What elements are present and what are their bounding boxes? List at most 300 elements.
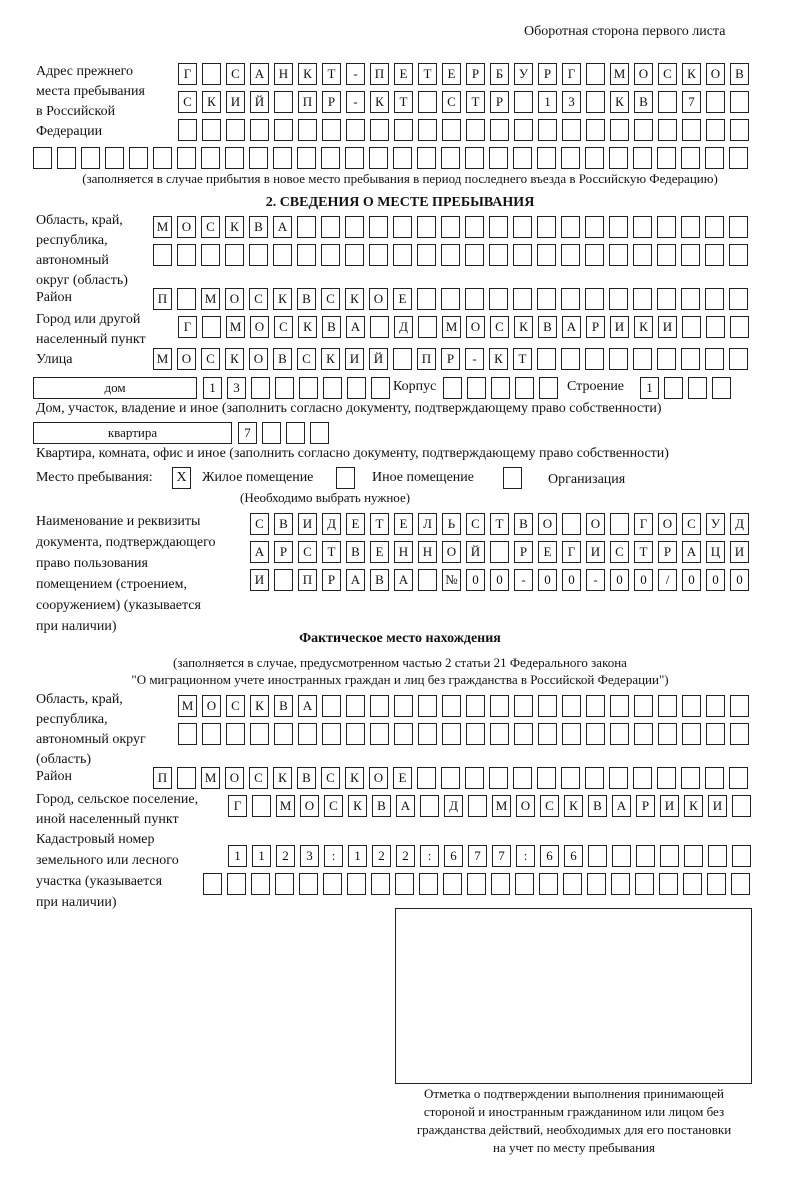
char-cell[interactable]	[633, 244, 652, 266]
char-cell[interactable]: 0	[730, 569, 749, 591]
char-cell[interactable]: С	[540, 795, 559, 817]
char-cell[interactable]	[227, 873, 246, 895]
char-cell[interactable]	[633, 216, 652, 238]
char-cell[interactable]: Н	[418, 541, 437, 563]
char-cell[interactable]	[609, 244, 628, 266]
char-cell[interactable]: С	[658, 63, 677, 85]
char-cell[interactable]: 7	[682, 91, 701, 113]
actual-region-row-2[interactable]	[178, 723, 749, 745]
region-row-1[interactable]	[153, 216, 748, 238]
char-cell[interactable]	[420, 795, 439, 817]
char-cell[interactable]: А	[394, 569, 413, 591]
char-cell[interactable]: К	[514, 316, 533, 338]
district-row[interactable]	[153, 288, 748, 310]
char-cell[interactable]: Р	[441, 348, 460, 370]
house-type-field[interactable]: дом	[33, 377, 197, 399]
char-cell[interactable]	[561, 288, 580, 310]
char-cell[interactable]: М	[276, 795, 295, 817]
char-cell[interactable]: К	[634, 316, 653, 338]
char-cell[interactable]	[657, 244, 676, 266]
char-cell[interactable]	[561, 216, 580, 238]
char-cell[interactable]: 1	[252, 845, 271, 867]
char-cell[interactable]: В	[730, 63, 749, 85]
char-cell[interactable]: С	[324, 795, 343, 817]
char-cell[interactable]	[731, 873, 750, 895]
char-cell[interactable]	[262, 422, 281, 444]
char-cell[interactable]	[585, 288, 604, 310]
char-cell[interactable]: О	[202, 695, 221, 717]
char-cell[interactable]	[298, 723, 317, 745]
char-cell[interactable]	[681, 147, 700, 169]
char-cell[interactable]	[705, 767, 724, 789]
char-cell[interactable]: И	[660, 795, 679, 817]
char-cell[interactable]: М	[226, 316, 245, 338]
char-cell[interactable]	[664, 377, 683, 399]
char-cell[interactable]	[57, 147, 76, 169]
char-cell[interactable]	[345, 244, 364, 266]
char-cell[interactable]: Д	[394, 316, 413, 338]
char-cell[interactable]: К	[684, 795, 703, 817]
char-cell[interactable]	[251, 377, 270, 399]
char-cell[interactable]	[202, 316, 221, 338]
char-cell[interactable]: Р	[322, 569, 341, 591]
char-cell[interactable]: И	[298, 513, 317, 535]
char-cell[interactable]	[633, 767, 652, 789]
char-cell[interactable]	[684, 845, 703, 867]
char-cell[interactable]: Е	[394, 63, 413, 85]
char-cell[interactable]	[203, 873, 222, 895]
char-cell[interactable]	[539, 377, 558, 399]
char-cell[interactable]: К	[489, 348, 508, 370]
char-cell[interactable]: Й	[250, 91, 269, 113]
region-row-2[interactable]	[153, 244, 748, 266]
char-cell[interactable]	[586, 63, 605, 85]
char-cell[interactable]	[729, 244, 748, 266]
char-cell[interactable]: 3	[300, 845, 319, 867]
char-cell[interactable]	[465, 244, 484, 266]
char-cell[interactable]	[417, 288, 436, 310]
char-cell[interactable]: В	[297, 288, 316, 310]
char-cell[interactable]	[225, 244, 244, 266]
char-cell[interactable]: С	[298, 541, 317, 563]
char-cell[interactable]	[712, 377, 731, 399]
char-cell[interactable]: Р	[490, 91, 509, 113]
char-cell[interactable]	[634, 723, 653, 745]
char-cell[interactable]: Р	[586, 316, 605, 338]
char-cell[interactable]	[706, 119, 725, 141]
char-cell[interactable]	[705, 348, 724, 370]
char-cell[interactable]	[657, 216, 676, 238]
char-cell[interactable]	[611, 873, 630, 895]
char-cell[interactable]	[322, 723, 341, 745]
char-cell[interactable]	[153, 147, 172, 169]
char-cell[interactable]	[730, 695, 749, 717]
char-cell[interactable]	[249, 244, 268, 266]
char-cell[interactable]	[706, 316, 725, 338]
char-cell[interactable]	[657, 767, 676, 789]
char-cell[interactable]	[275, 377, 294, 399]
document-row-2[interactable]	[250, 541, 749, 563]
char-cell[interactable]: О	[300, 795, 319, 817]
char-cell[interactable]: В	[274, 695, 293, 717]
char-cell[interactable]	[658, 91, 677, 113]
char-cell[interactable]	[346, 119, 365, 141]
char-cell[interactable]	[371, 873, 390, 895]
char-cell[interactable]: К	[610, 91, 629, 113]
char-cell[interactable]: Т	[370, 513, 389, 535]
char-cell[interactable]	[418, 695, 437, 717]
char-cell[interactable]: С	[297, 348, 316, 370]
char-cell[interactable]: Е	[394, 513, 413, 535]
char-cell[interactable]	[688, 377, 707, 399]
char-cell[interactable]	[514, 695, 533, 717]
char-cell[interactable]: Г	[178, 63, 197, 85]
char-cell[interactable]: Р	[514, 541, 533, 563]
char-cell[interactable]	[465, 288, 484, 310]
char-cell[interactable]: Т	[490, 513, 509, 535]
char-cell[interactable]	[729, 216, 748, 238]
char-cell[interactable]: Г	[228, 795, 247, 817]
actual-district-row[interactable]	[153, 767, 748, 789]
char-cell[interactable]: В	[249, 216, 268, 238]
char-cell[interactable]: Р	[658, 541, 677, 563]
char-cell[interactable]: Т	[322, 63, 341, 85]
char-cell[interactable]: 1	[348, 845, 367, 867]
char-cell[interactable]	[681, 288, 700, 310]
char-cell[interactable]	[395, 873, 414, 895]
char-cell[interactable]: С	[249, 767, 268, 789]
char-cell[interactable]	[490, 541, 509, 563]
char-cell[interactable]: К	[345, 767, 364, 789]
char-cell[interactable]: В	[634, 91, 653, 113]
char-cell[interactable]	[705, 288, 724, 310]
char-cell[interactable]	[562, 513, 581, 535]
char-cell[interactable]	[466, 723, 485, 745]
char-cell[interactable]	[345, 147, 364, 169]
char-cell[interactable]: 1	[640, 377, 659, 399]
char-cell[interactable]: В	[273, 348, 292, 370]
char-cell[interactable]	[586, 91, 605, 113]
char-cell[interactable]	[441, 147, 460, 169]
char-cell[interactable]	[515, 873, 534, 895]
char-cell[interactable]: В	[274, 513, 293, 535]
char-cell[interactable]	[369, 147, 388, 169]
char-cell[interactable]	[177, 288, 196, 310]
char-cell[interactable]	[563, 873, 582, 895]
char-cell[interactable]	[610, 119, 629, 141]
char-cell[interactable]: 0	[706, 569, 725, 591]
char-cell[interactable]	[394, 695, 413, 717]
previous-address-row-4[interactable]	[33, 147, 748, 169]
char-cell[interactable]: №	[442, 569, 461, 591]
char-cell[interactable]: Г	[178, 316, 197, 338]
char-cell[interactable]	[537, 244, 556, 266]
char-cell[interactable]: С	[226, 63, 245, 85]
residential-checkbox[interactable]: X	[172, 467, 191, 489]
char-cell[interactable]: М	[153, 348, 172, 370]
char-cell[interactable]: Д	[444, 795, 463, 817]
char-cell[interactable]: Г	[634, 513, 653, 535]
char-cell[interactable]: С	[610, 541, 629, 563]
char-cell[interactable]	[273, 244, 292, 266]
char-cell[interactable]: И	[708, 795, 727, 817]
char-cell[interactable]	[609, 147, 628, 169]
char-cell[interactable]: 2	[276, 845, 295, 867]
char-cell[interactable]	[299, 873, 318, 895]
char-cell[interactable]	[633, 288, 652, 310]
char-cell[interactable]	[658, 723, 677, 745]
char-cell[interactable]: М	[610, 63, 629, 85]
char-cell[interactable]: Е	[442, 63, 461, 85]
char-cell[interactable]	[609, 767, 628, 789]
char-cell[interactable]	[681, 767, 700, 789]
char-cell[interactable]	[706, 723, 725, 745]
char-cell[interactable]: -	[586, 569, 605, 591]
char-cell[interactable]	[658, 119, 677, 141]
char-cell[interactable]	[489, 216, 508, 238]
char-cell[interactable]: Н	[394, 541, 413, 563]
char-cell[interactable]: С	[466, 513, 485, 535]
char-cell[interactable]	[538, 723, 557, 745]
char-cell[interactable]: Т	[418, 63, 437, 85]
char-cell[interactable]	[561, 244, 580, 266]
char-cell[interactable]	[585, 147, 604, 169]
char-cell[interactable]	[681, 216, 700, 238]
char-cell[interactable]	[537, 348, 556, 370]
char-cell[interactable]: А	[273, 216, 292, 238]
char-cell[interactable]	[468, 795, 487, 817]
char-cell[interactable]: О	[250, 316, 269, 338]
char-cell[interactable]: О	[177, 348, 196, 370]
char-cell[interactable]	[418, 316, 437, 338]
char-cell[interactable]	[729, 348, 748, 370]
char-cell[interactable]: В	[538, 316, 557, 338]
cadastral-row-2[interactable]	[203, 873, 750, 895]
char-cell[interactable]	[275, 873, 294, 895]
char-cell[interactable]	[708, 845, 727, 867]
char-cell[interactable]	[286, 422, 305, 444]
char-cell[interactable]	[562, 723, 581, 745]
char-cell[interactable]	[490, 723, 509, 745]
char-cell[interactable]	[681, 348, 700, 370]
char-cell[interactable]: О	[586, 513, 605, 535]
char-cell[interactable]	[537, 216, 556, 238]
char-cell[interactable]	[729, 147, 748, 169]
char-cell[interactable]	[489, 147, 508, 169]
char-cell[interactable]: И	[586, 541, 605, 563]
char-cell[interactable]	[441, 288, 460, 310]
char-cell[interactable]: 3	[562, 91, 581, 113]
char-cell[interactable]	[321, 147, 340, 169]
char-cell[interactable]	[226, 723, 245, 745]
char-cell[interactable]: Д	[730, 513, 749, 535]
char-cell[interactable]: 1	[203, 377, 222, 399]
char-cell[interactable]	[323, 873, 342, 895]
char-cell[interactable]	[730, 316, 749, 338]
char-cell[interactable]	[730, 119, 749, 141]
char-cell[interactable]: К	[273, 288, 292, 310]
char-cell[interactable]: 1	[228, 845, 247, 867]
char-cell[interactable]	[297, 244, 316, 266]
char-cell[interactable]: А	[562, 316, 581, 338]
char-cell[interactable]: М	[178, 695, 197, 717]
char-cell[interactable]: Е	[393, 288, 412, 310]
char-cell[interactable]: А	[298, 695, 317, 717]
char-cell[interactable]: 6	[564, 845, 583, 867]
char-cell[interactable]: 3	[227, 377, 246, 399]
char-cell[interactable]	[346, 695, 365, 717]
char-cell[interactable]	[393, 244, 412, 266]
char-cell[interactable]: 0	[682, 569, 701, 591]
char-cell[interactable]: В	[322, 316, 341, 338]
char-cell[interactable]: О	[177, 216, 196, 238]
char-cell[interactable]: 2	[372, 845, 391, 867]
char-cell[interactable]	[418, 723, 437, 745]
char-cell[interactable]	[178, 723, 197, 745]
char-cell[interactable]	[490, 119, 509, 141]
char-cell[interactable]	[513, 244, 532, 266]
char-cell[interactable]	[705, 216, 724, 238]
char-cell[interactable]	[588, 845, 607, 867]
char-cell[interactable]: О	[442, 541, 461, 563]
char-cell[interactable]	[610, 723, 629, 745]
char-cell[interactable]	[442, 119, 461, 141]
document-row-1[interactable]	[250, 513, 749, 535]
char-cell[interactable]: П	[298, 91, 317, 113]
char-cell[interactable]	[393, 147, 412, 169]
char-cell[interactable]	[657, 348, 676, 370]
char-cell[interactable]: И	[730, 541, 749, 563]
char-cell[interactable]: 7	[238, 422, 257, 444]
apartment-number-row[interactable]	[238, 422, 329, 444]
char-cell[interactable]	[660, 845, 679, 867]
char-cell[interactable]: К	[564, 795, 583, 817]
char-cell[interactable]	[612, 845, 631, 867]
char-cell[interactable]	[371, 377, 390, 399]
char-cell[interactable]: Л	[418, 513, 437, 535]
char-cell[interactable]	[323, 377, 342, 399]
city-row[interactable]	[178, 316, 749, 338]
char-cell[interactable]: У	[514, 63, 533, 85]
char-cell[interactable]	[561, 348, 580, 370]
char-cell[interactable]: С	[250, 513, 269, 535]
char-cell[interactable]: К	[370, 91, 389, 113]
char-cell[interactable]: К	[345, 288, 364, 310]
char-cell[interactable]	[347, 873, 366, 895]
char-cell[interactable]: А	[346, 569, 365, 591]
char-cell[interactable]: П	[153, 288, 172, 310]
char-cell[interactable]	[202, 119, 221, 141]
char-cell[interactable]: С	[274, 316, 293, 338]
char-cell[interactable]: С	[201, 216, 220, 238]
char-cell[interactable]: 6	[444, 845, 463, 867]
char-cell[interactable]	[465, 216, 484, 238]
char-cell[interactable]: К	[202, 91, 221, 113]
actual-city-row[interactable]	[228, 795, 751, 817]
char-cell[interactable]: Е	[370, 541, 389, 563]
char-cell[interactable]	[345, 216, 364, 238]
char-cell[interactable]	[706, 91, 725, 113]
char-cell[interactable]: 0	[562, 569, 581, 591]
char-cell[interactable]	[514, 723, 533, 745]
char-cell[interactable]	[513, 147, 532, 169]
char-cell[interactable]: Й	[466, 541, 485, 563]
street-row[interactable]	[153, 348, 748, 370]
char-cell[interactable]	[177, 147, 196, 169]
building-row[interactable]	[640, 377, 731, 399]
char-cell[interactable]	[274, 91, 293, 113]
char-cell[interactable]: Ц	[706, 541, 725, 563]
char-cell[interactable]: К	[682, 63, 701, 85]
char-cell[interactable]	[489, 244, 508, 266]
char-cell[interactable]	[322, 119, 341, 141]
char-cell[interactable]: Б	[490, 63, 509, 85]
char-cell[interactable]: М	[201, 288, 220, 310]
char-cell[interactable]	[729, 288, 748, 310]
char-cell[interactable]: Т	[322, 541, 341, 563]
char-cell[interactable]: О	[225, 767, 244, 789]
char-cell[interactable]	[706, 695, 725, 717]
char-cell[interactable]: П	[417, 348, 436, 370]
char-cell[interactable]	[537, 288, 556, 310]
char-cell[interactable]: 0	[634, 569, 653, 591]
char-cell[interactable]	[298, 119, 317, 141]
char-cell[interactable]	[513, 216, 532, 238]
char-cell[interactable]	[370, 316, 389, 338]
char-cell[interactable]	[683, 873, 702, 895]
apartment-type-field[interactable]: квартира	[33, 422, 232, 444]
char-cell[interactable]	[369, 216, 388, 238]
char-cell[interactable]: М	[153, 216, 172, 238]
char-cell[interactable]: -	[346, 63, 365, 85]
char-cell[interactable]	[417, 216, 436, 238]
char-cell[interactable]: А	[346, 316, 365, 338]
char-cell[interactable]: К	[225, 348, 244, 370]
char-cell[interactable]: :	[420, 845, 439, 867]
char-cell[interactable]	[513, 288, 532, 310]
char-cell[interactable]: Т	[466, 91, 485, 113]
char-cell[interactable]: Й	[369, 348, 388, 370]
char-cell[interactable]	[635, 873, 654, 895]
document-row-3[interactable]	[250, 569, 749, 591]
char-cell[interactable]	[682, 316, 701, 338]
char-cell[interactable]: И	[250, 569, 269, 591]
char-cell[interactable]: С	[226, 695, 245, 717]
char-cell[interactable]	[489, 767, 508, 789]
char-cell[interactable]	[417, 147, 436, 169]
char-cell[interactable]	[586, 723, 605, 745]
char-cell[interactable]	[586, 119, 605, 141]
char-cell[interactable]	[177, 244, 196, 266]
char-cell[interactable]	[369, 244, 388, 266]
char-cell[interactable]	[587, 873, 606, 895]
char-cell[interactable]	[322, 695, 341, 717]
char-cell[interactable]	[418, 91, 437, 113]
char-cell[interactable]	[442, 723, 461, 745]
char-cell[interactable]: П	[298, 569, 317, 591]
char-cell[interactable]	[441, 767, 460, 789]
char-cell[interactable]	[514, 91, 533, 113]
char-cell[interactable]	[513, 767, 532, 789]
char-cell[interactable]	[539, 873, 558, 895]
char-cell[interactable]: С	[490, 316, 509, 338]
char-cell[interactable]: 7	[468, 845, 487, 867]
char-cell[interactable]	[129, 147, 148, 169]
char-cell[interactable]: Г	[562, 541, 581, 563]
char-cell[interactable]	[633, 348, 652, 370]
previous-address-row-2[interactable]	[178, 91, 749, 113]
char-cell[interactable]	[610, 695, 629, 717]
